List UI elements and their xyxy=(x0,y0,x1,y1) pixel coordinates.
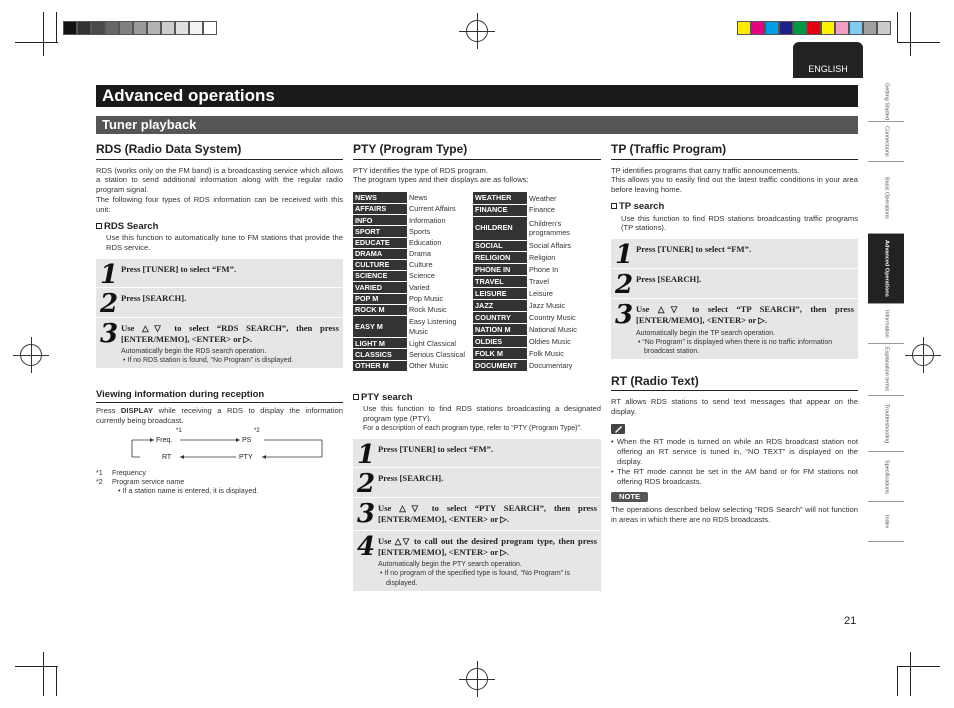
pty-display: News xyxy=(409,193,428,203)
pty-row xyxy=(353,338,471,349)
tp-step-3: 3 Use △▽ to select “TP SEARCH”, then press [ENTER/MEMO], <ENTER> or ▷. Automatically begin the TP search operation. • “No Program” is displayed when there is no traffic information broadcast station. xyxy=(611,299,858,360)
rt-heading: RT (Radio Text) xyxy=(611,374,858,392)
pty-code: NEWS xyxy=(353,192,407,203)
pty-display: Varied xyxy=(409,282,430,292)
diagram-star-1: *1 xyxy=(176,427,182,434)
pty-display: Pop Music xyxy=(409,293,444,303)
tp-step-2: 2 Press [SEARCH]. xyxy=(611,269,858,299)
pty-display: Phone In xyxy=(529,265,559,275)
pty-display: Finance xyxy=(529,205,555,215)
pty-display: Documentary xyxy=(529,360,573,370)
pty-row xyxy=(473,192,591,204)
rds-search-heading: RDS Search xyxy=(96,221,343,233)
pty-display: Leisure xyxy=(529,288,553,298)
pty-table xyxy=(353,192,601,372)
footnote-2: *2 Program service name xyxy=(96,476,185,486)
checkbox-icon xyxy=(611,203,617,209)
viewing-paragraph: Press DISPLAY while receiving a RDS to display the information currently being broadcast. xyxy=(96,405,343,425)
pty-display: Folk Music xyxy=(529,348,564,358)
memo-pencil-icon xyxy=(611,424,625,434)
pty-code: EDUCATE xyxy=(353,237,407,248)
pty-display: Easy Listening Music xyxy=(409,317,457,336)
pty-search-heading: PTY search xyxy=(353,392,601,404)
pty-code: DRAMA xyxy=(353,248,407,259)
rt-bullet-2: • The RT mode cannot be set in the AM band or for FM stations not offering RDS broadcasts. xyxy=(611,466,858,486)
pty-code: INFO xyxy=(353,215,407,226)
sidebar-item-connections[interactable]: Connections xyxy=(868,122,904,162)
pty-code: POP M xyxy=(353,293,407,304)
pty-step-2: 2 Press [SEARCH]. xyxy=(353,468,601,498)
pty-row xyxy=(353,237,471,248)
diagram-node-ps: PS xyxy=(242,436,252,444)
rt-paragraph: RT allows RDS stations to send text messages that appear on the display. xyxy=(611,397,858,417)
chapter-sidebar xyxy=(868,82,904,542)
pty-display: Children’s programmes xyxy=(529,218,570,238)
diagram-star-2: *2 xyxy=(254,427,260,434)
checkbox-icon xyxy=(96,223,102,229)
pty-code: CLASSICS xyxy=(353,349,407,360)
pty-row xyxy=(473,216,591,240)
pty-row xyxy=(353,304,471,315)
pty-table-left xyxy=(353,192,471,372)
pty-display: Information xyxy=(409,215,446,225)
pty-display: Serious Classical xyxy=(409,349,465,359)
pty-row xyxy=(353,248,471,259)
pty-row xyxy=(473,359,591,371)
rds-heading: RDS (Radio Data System) xyxy=(96,142,343,160)
pty-code: RELIGION xyxy=(473,252,527,264)
pty-code: FOLK M xyxy=(473,347,527,359)
rt-bullets xyxy=(611,437,858,486)
pty-search-description: Use this function to find RDS stations broadcasting a designated program type (PTY). xyxy=(363,404,601,424)
rds-step-3: 3 Use △▽ to select “RDS SEARCH”, then press [ENTER/MEMO], <ENTER> or ▷. Automatically begin the RDS search operation. • If no RDS station is found, “No Program” is displayed. xyxy=(96,318,343,370)
tp-step-1: 1 Press [TUNER] to select “FM”. xyxy=(611,239,858,269)
pty-display: Science xyxy=(409,271,435,281)
tp-heading: TP (Traffic Program) xyxy=(611,142,858,160)
checkbox-icon xyxy=(353,394,359,400)
pty-display: Rock Music xyxy=(409,305,447,315)
pty-table-right xyxy=(473,192,591,372)
pty-row xyxy=(473,264,591,276)
tp-search-description: Use this function to find RDS stations broadcasting traffic programs (TP stations). xyxy=(621,213,858,233)
registration-mark-top xyxy=(466,20,488,42)
pty-code: JAZZ xyxy=(473,300,527,312)
viewing-heading: Viewing information during reception xyxy=(96,389,343,402)
rds-step-1: 1 Press [TUNER] to select “FM”. xyxy=(96,259,343,288)
pty-code: DOCUMENT xyxy=(473,359,527,371)
pty-row xyxy=(473,240,591,252)
footnote-bullet: • If a station name is entered, it is displayed. xyxy=(118,486,259,496)
note-badge-wrap xyxy=(611,492,858,502)
footnote-1: *1 Frequency xyxy=(96,467,146,477)
rds-paragraph-1: RDS (works only on the FM band) is a broadcasting service which allows a station to send additional information along with the regular radio program signal. The following four types of RDS information can be received with this unit: xyxy=(96,165,343,215)
diagram-node-rt: RT xyxy=(162,453,172,461)
note-badge: NOTE xyxy=(611,492,648,502)
pty-row xyxy=(353,226,471,237)
pty-row xyxy=(473,288,591,300)
tp-steps xyxy=(611,239,858,360)
pty-code: SOCIAL xyxy=(473,240,527,252)
pty-row xyxy=(353,315,471,337)
pty-step-4: 4 Use △▽ to call out the desired program type, then press [ENTER/MEMO], <ENTER> or ▷. Automatically begin the PTY search operation. • If no program of the specified type is found, “No Program” is displayed. xyxy=(353,531,601,592)
page-number: 21 xyxy=(844,615,857,627)
pty-code: VARIED xyxy=(353,282,407,293)
section-title: Tuner playback xyxy=(96,116,858,134)
tp-paragraph: TP identifies programs that carry traffic announcements. This allows you to easily find out the latest traffic conditions in your area before leaving home. xyxy=(611,165,858,195)
pty-code: CULTURE xyxy=(353,259,407,270)
rt-bullet-1: • When the RT mode is turned on while an RDS broadcast station not offering an RT service is tuned in, “NO TEXT” is displayed on the display. xyxy=(611,437,858,466)
pty-row xyxy=(473,252,591,264)
pty-row xyxy=(353,192,471,203)
pty-display: Current Affairs xyxy=(409,204,456,214)
pty-display: Weather xyxy=(529,193,557,203)
pty-display: Social Affairs xyxy=(529,241,572,251)
pty-row xyxy=(353,360,471,371)
pty-row xyxy=(473,204,591,216)
pty-row xyxy=(473,312,591,324)
pty-display: Jazz Music xyxy=(529,300,566,310)
pty-column xyxy=(353,142,601,592)
registration-mark-bottom xyxy=(466,668,488,690)
rds-column xyxy=(96,142,343,496)
pty-row xyxy=(473,300,591,312)
sidebar-item-getting-started[interactable]: Getting Started xyxy=(868,82,904,122)
diagram-node-freq: Freq. xyxy=(156,436,173,444)
pty-display: Sports xyxy=(409,226,431,236)
tp-search-heading: TP search xyxy=(611,201,858,213)
pty-display: Education xyxy=(409,237,442,247)
pty-display: Light Classical xyxy=(409,338,457,348)
pty-code: EASY M xyxy=(353,315,407,337)
sidebar-item-basic-operations[interactable]: Basic Operations xyxy=(868,162,904,234)
pty-code: SCIENCE xyxy=(353,271,407,282)
pty-row xyxy=(353,259,471,270)
pty-code: NATION M xyxy=(473,323,527,335)
cycle-arrows xyxy=(96,427,343,468)
pty-row xyxy=(353,271,471,282)
pty-row xyxy=(353,293,471,304)
pty-display: Oldies Music xyxy=(529,336,571,346)
pty-paragraph: PTY identifies the type of RDS program. The program types and their displays are as follows: xyxy=(353,165,529,185)
sidebar-item-advanced-operations[interactable]: Advanced Operations xyxy=(868,234,904,304)
pty-row xyxy=(353,282,471,293)
page-title: Advanced operations xyxy=(96,85,858,107)
diagram-node-pty: PTY xyxy=(239,453,253,461)
pty-row xyxy=(353,215,471,226)
registration-mark-right xyxy=(912,344,934,366)
pty-display: Country Music xyxy=(529,312,576,322)
pty-display: Travel xyxy=(529,277,550,287)
pty-code: ROCK M xyxy=(353,304,407,315)
rds-steps xyxy=(96,259,343,370)
rds-search-description: Use this function to automatically tune to FM stations that provide the RDS service. xyxy=(106,233,343,253)
sidebar-item-information[interactable]: Information xyxy=(868,304,904,344)
pty-steps xyxy=(353,439,601,592)
pty-row xyxy=(473,323,591,335)
pty-row xyxy=(473,347,591,359)
pty-code: COUNTRY xyxy=(473,312,527,324)
registration-mark-left xyxy=(20,344,42,366)
pty-code: LIGHT M xyxy=(353,338,407,349)
pty-code: PHONE IN xyxy=(473,264,527,276)
rds-step-2: 2 Press [SEARCH]. xyxy=(96,288,343,318)
pty-code: TRAVEL xyxy=(473,276,527,288)
pty-row xyxy=(473,276,591,288)
pty-row xyxy=(353,349,471,360)
pty-step-3: 3 Use △▽ to select “PTY SEARCH”, then press [ENTER/MEMO], <ENTER> or ▷. xyxy=(353,498,601,531)
pty-step-1: 1 Press [TUNER] to select “FM”. xyxy=(353,439,601,468)
footnotes xyxy=(96,468,343,496)
sidebar-item-specifications[interactable]: Specifications xyxy=(868,452,904,502)
pty-display: Drama xyxy=(409,249,431,259)
pty-display: Culture xyxy=(409,260,433,270)
sidebar-item-explanation-terms[interactable]: Explanation terms xyxy=(868,344,904,396)
pty-code: CHILDREN xyxy=(473,216,527,240)
language-tab: ENGLISH xyxy=(793,42,863,78)
rt-note-text: The operations described below selecting “RDS Search” will not function in areas in which there are no RDS broadcasts. xyxy=(611,505,858,525)
pty-code: LEISURE xyxy=(473,288,527,300)
pty-code: SPORT xyxy=(353,226,407,237)
pty-search-reference: For a description of each program type, refer to “PTY (Program Type)”. xyxy=(363,424,582,432)
pty-display: Religion xyxy=(529,253,556,263)
pty-code: FINANCE xyxy=(473,204,527,216)
display-cycle-diagram xyxy=(96,427,343,468)
pty-row xyxy=(473,335,591,347)
pty-display: National Music xyxy=(529,324,577,334)
sidebar-item-troubleshooting[interactable]: Troubleshooting xyxy=(868,396,904,452)
pty-code: OLDIES xyxy=(473,335,527,347)
pty-heading: PTY (Program Type) xyxy=(353,142,601,160)
pty-code: WEATHER xyxy=(473,192,527,204)
pty-code: AFFAIRS xyxy=(353,204,407,215)
sidebar-item-index[interactable]: Index xyxy=(868,502,904,542)
pty-row xyxy=(353,204,471,215)
pty-code: OTHER M xyxy=(353,360,407,371)
pty-display: Other Music xyxy=(409,360,449,370)
tp-column xyxy=(611,142,858,525)
